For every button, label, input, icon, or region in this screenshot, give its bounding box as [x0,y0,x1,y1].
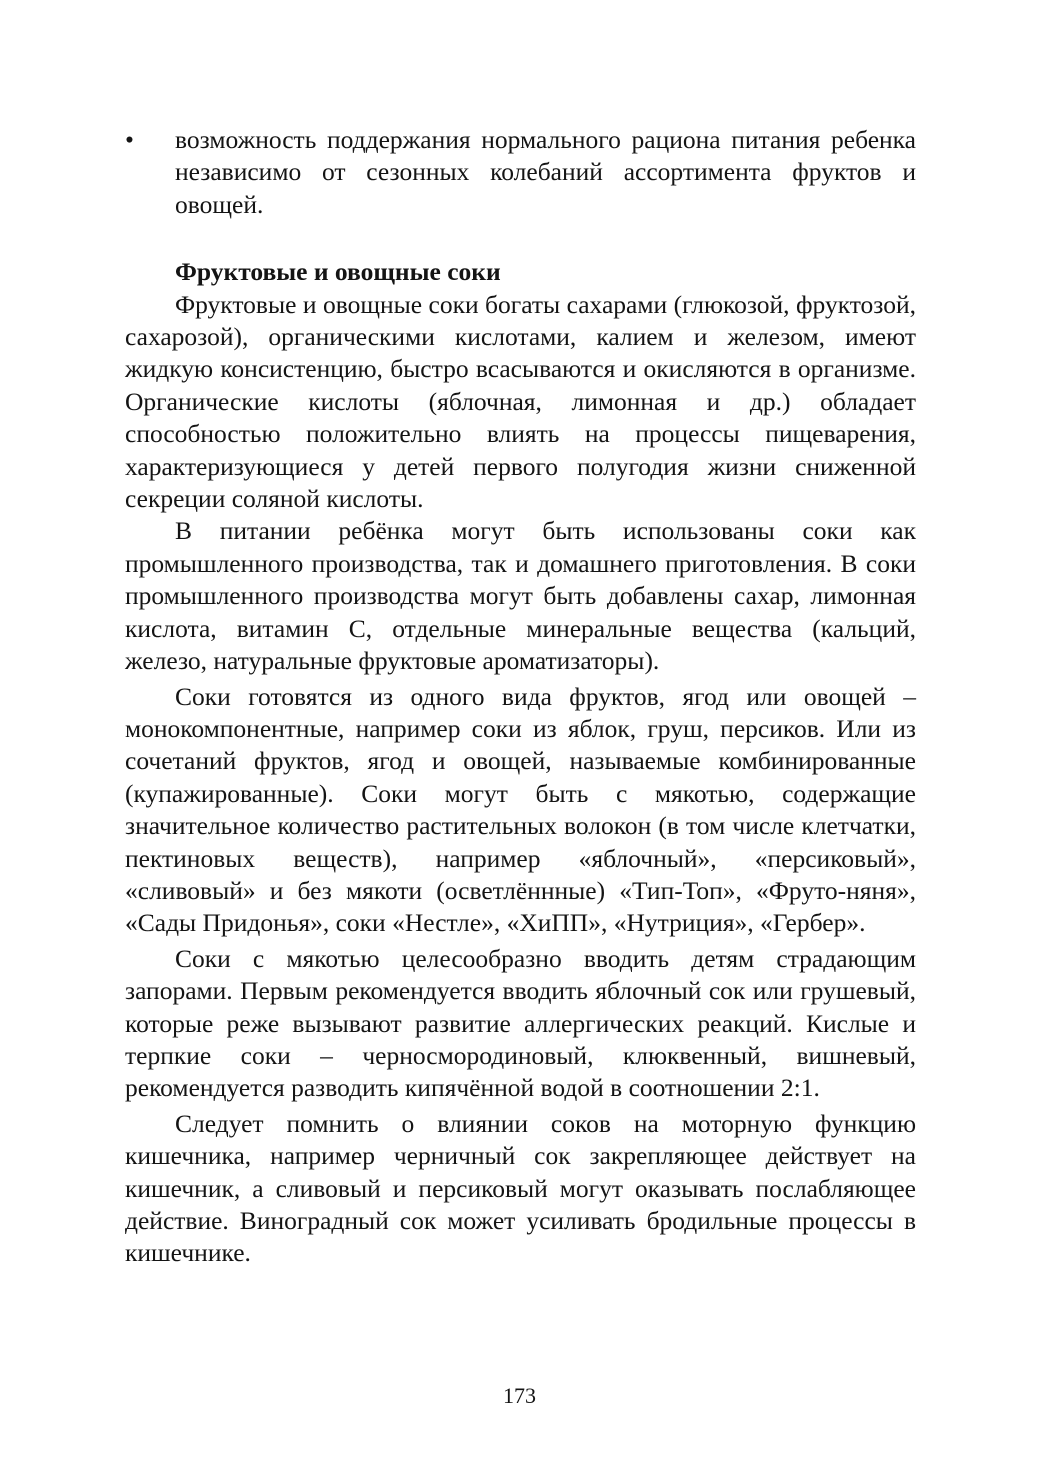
paragraph-1: Фруктовые и овощные соки богаты сахарами (глюкозой, фруктозой, сахарозой), органическими кислотами, калием и железом, имеют жидкую консистенцию, быстро всасываются и окисляются в организме. Органические кислоты (яблочная, лимонная и др.) обладает способностью положительно влиять на процессы пищеварения, характеризующиеся у детей первого полугодия жизни сниженной секреции соляной кислоты. [125,289,916,514]
bullet-text: возможность поддержания нормального рациона питания ребенка независимо от сезонных колебаний ассортимента фруктов и овощей. [175,125,916,219]
bullet-mark: • [125,125,134,154]
paragraph-4: Соки с мякотью целесообразно вводить детям страдающим запорами. Первым рекомендуется вводить яблочный сок или грушевый, которые реже вызывают развитие аллергических реакций. Кислые и терпкие соки – черносмородиновый, клюквенный, вишневый, рекомендуется разводить кипячённой водой в соотношении 2:1. [125,943,916,1103]
paragraph-5: Следует помнить о влиянии соков на моторную функцию кишечника, например черничный сок закрепляющее действует на кишечник, а сливовый и персиковый могут оказывать послабляющее действие. Виноградный сок может усиливать бродильные процессы в кишечнике. [125,1108,916,1268]
paragraph-3: Соки готовятся из одного вида фруктов, ягод или овощей – монокомпонентные, например соки из яблок, груш, персиков. Или из сочетаний фруктов, ягод и овощей, называемые комбинированные (купажированные). Соки могут быть с мякотью, содержащие значительное количество растительных волокон (в том числе клетчатки, пектиновых веществ), например «яблочный», «персиковый», «сливовый» и без мякоти (осветлённные) «Тип-Топ», «Фруто-няня», «Сады Придонья», соки «Нестле», «ХиПП», «Нутриция», «Гербер». [125,681,916,938]
paragraph-2: В питании ребёнка могут быть использованы соки как промышленного производства, так и домашнего приготовления. В соки промышленного производства могут быть добавлены сахар, лимонная кислота, витамин С, отдельные минеральные вещества (кальций, железо, натуральные фруктовые ароматизаторы). [125,516,916,676]
section-heading: Фруктовые и овощные соки [175,257,501,287]
bullet-list-item [125,124,916,221]
page-number: 173 [503,1383,536,1408]
page-content [125,124,916,1270]
